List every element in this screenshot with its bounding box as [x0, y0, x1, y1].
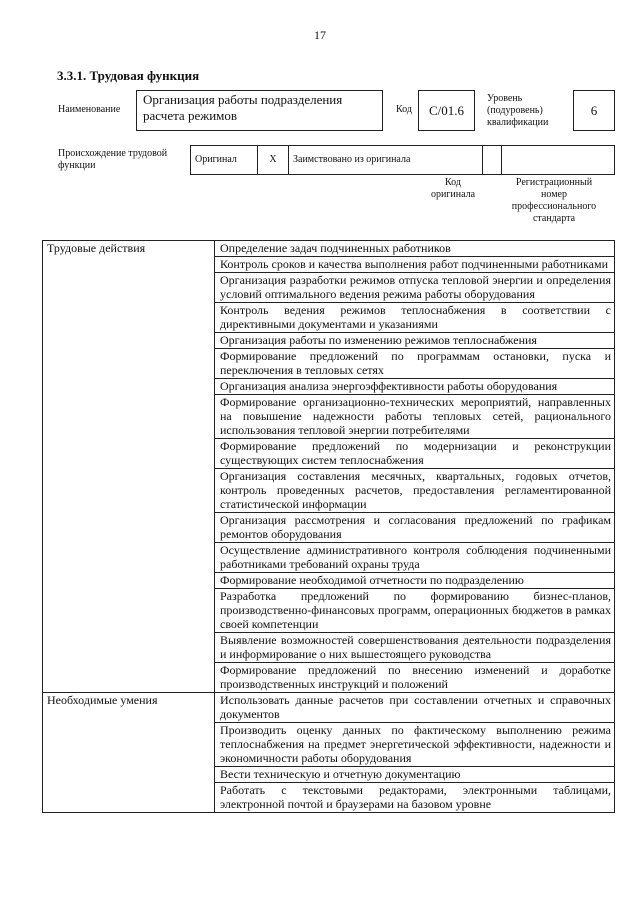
- table-cell-item: Формирование организационно-технических мероприятий, направленных на повышение надежности работы тепловых сетей, рационального использования тепловой энергии потребителями: [215, 395, 615, 439]
- table-cell-item: Разработка предложений по формированию бизнес-планов, производственно-финансовых программ, операционных бюджетов в рамках своей компетенции: [215, 589, 615, 633]
- labor-function-table: [42, 240, 615, 813]
- table-cell-item: Организация рассмотрения и согласования предложений по графикам ремонтов оборудования: [215, 513, 615, 543]
- table-row: [43, 693, 615, 723]
- code-label: Код: [396, 104, 412, 115]
- section-category: Необходимые умения: [43, 693, 215, 813]
- original-cell: Оригинал: [191, 146, 258, 175]
- function-name-box: Организация работы подразделения расчета режимов: [136, 90, 383, 131]
- table-cell-item: Организация анализа энергоэффективности работы оборудования: [215, 379, 615, 395]
- code-original-caption: Код оригинала: [430, 177, 476, 200]
- origin-code-cell: [483, 146, 502, 175]
- table-cell-item: Формирование предложений по внесению изменений и доработке производственных инструкций и положений: [215, 663, 615, 693]
- origin-reg-cell: [502, 146, 615, 175]
- section-title: 3.3.1. Трудовая функция: [57, 68, 200, 83]
- table-cell-item: Формирование предложений по программам остановки, пуска и переключения в тепловых сетях: [215, 349, 615, 379]
- table-cell-item: Работать с текстовыми редакторами, электронными таблицами, электронной почтой и браузерами на базовом уровне: [215, 783, 615, 813]
- page-number: 17: [314, 28, 326, 42]
- table-cell-item: Производить оценку данных по фактическому выполнению режима теплоснабжения на предмет энергетической эффективности, надежности и экономичности работы оборудования: [215, 723, 615, 767]
- table-cell-item: Контроль сроков и качества выполнения работ подчиненными работниками: [215, 257, 615, 273]
- code-box: C/01.6: [418, 90, 475, 131]
- qualification-level-box: 6: [573, 90, 615, 131]
- origin-label: Происхождение трудовой функции: [58, 148, 168, 171]
- table-cell-item: Осуществление административного контроля соблюдения подчиненными работниками требований охраны труда: [215, 543, 615, 573]
- section-category: Трудовые действия: [43, 241, 215, 693]
- registration-number-caption: Регистрационный номер профессионального стандарта: [511, 177, 597, 224]
- original-mark: X: [258, 146, 289, 175]
- table-cell-item: Организация составления месячных, квартальных, годовых отчетов, контроль проведенных расчетов, предоставления регламентированной статистической информации: [215, 469, 615, 513]
- table-cell-item: Использовать данные расчетов при составлении отчетных и справочных документов: [215, 693, 615, 723]
- table-cell-item: Контроль ведения режимов теплоснабжения в соответствии с директивными документами и указаниями: [215, 303, 615, 333]
- table-cell-item: Формирование предложений по модернизации и реконструкции существующих систем теплоснабжения: [215, 439, 615, 469]
- table-cell-item: Формирование необходимой отчетности по подразделению: [215, 573, 615, 589]
- table-cell-item: Выявление возможностей совершенствования деятельности подразделения и информирование о них вышестоящего руководства: [215, 633, 615, 663]
- origin-table: [190, 145, 615, 175]
- table-cell-item: Вести техническую и отчетную документацию: [215, 767, 615, 783]
- name-label: Наименование: [58, 104, 121, 115]
- table-cell-item: Определение задач подчиненных работников: [215, 241, 615, 257]
- table-cell-item: Организация разработки режимов отпуска тепловой энергии и определения условий оптимального ведения режима работы оборудования: [215, 273, 615, 303]
- table-cell-item: Организация работы по изменению режимов теплоснабжения: [215, 333, 615, 349]
- borrowed-cell: Заимствовано из оригинала: [289, 146, 483, 175]
- table-row: [43, 241, 615, 257]
- qualification-level-label: Уровень (подуровень) квалификации: [487, 93, 549, 128]
